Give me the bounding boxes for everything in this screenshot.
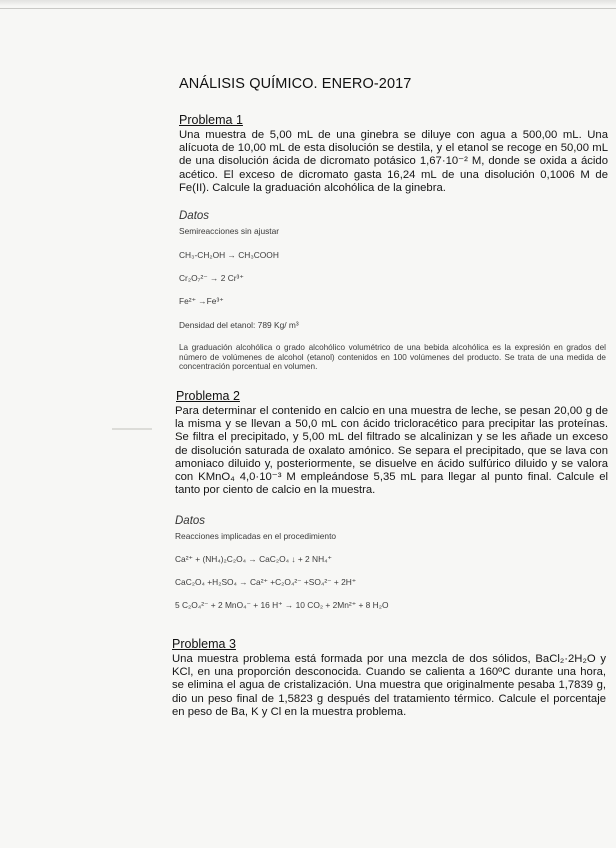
problem-1-reaction-3: Fe²⁺ →Fe³⁺ bbox=[179, 296, 224, 306]
scan-mark bbox=[112, 428, 152, 430]
problem-3-heading: Problema 3 bbox=[172, 637, 236, 651]
problem-1-note: La graduación alcohólica o grado alcohólico volumétrico de una bebida alcohólica es la expresión en grados del número de volúmenes de alcohol (etanol) contenidos en 100 volúmenes del producto. Se trata de una medida de concentración porcentual en volumen. bbox=[179, 343, 606, 372]
problem-2-heading: Problema 2 bbox=[176, 389, 240, 403]
problem-1-datos-sub: Semireacciones sin ajustar bbox=[179, 226, 280, 236]
problem-2-text: Para determinar el contenido en calcio en una muestra de leche, se pesan 20,00 g de la misma y se llevan a 50,0 mL con ácido tricloracético para precipitar las proteínas. Se filtra el precipitado, y 5,00 mL del filtrado se alcalinizan y se les añade un exceso de disolución saturada de oxalato amónico. Se separa el precipitado, que se lava con amoniaco diluido y, posteriormente, se disuelve en ácido sulfúrico diluido y se valora con KMnO₄ 4,0·10⁻³ M empleándose 5,35 mL para llegar al punto final. Calcule el tanto por ciento de calcio en la muestra. bbox=[175, 405, 608, 497]
problem-1-text: Una muestra de 5,00 mL de una ginebra se diluye con agua a 500,00 mL. Una alícuota de 10,00 mL de esta disolución se destila, y el etanol se recoge en 50,00 mL de una disolución ácida de dicromato potásico 1,67·10⁻² M, donde se oxida a ácido acético. El exceso de dicromato gasta 16,24 mL de una disolución 0,1006 M de Fe(II). Calcule la graduación alcohólica de la ginebra. bbox=[179, 129, 608, 194]
problem-2-datos-sub: Reacciones implicadas en el procedimiento bbox=[175, 531, 337, 541]
scan-line bbox=[0, 8, 616, 9]
problem-1-heading: Problema 1 bbox=[179, 113, 243, 127]
problem-1-density: Densidad del etanol: 789 Kg/ m³ bbox=[179, 320, 299, 330]
page-title: ANÁLISIS QUÍMICO. ENERO-2017 bbox=[179, 76, 412, 92]
problem-2-reaction-2: CaC₂O₄ +H₂SO₄ → Ca²⁺ +C₂O₄²⁻ +SO₄²⁻ + 2H⁺ bbox=[175, 577, 357, 587]
problem-2-reaction-3: 5 C₂O₄²⁻ + 2 MnO₄⁻ + 16 H⁺ → 10 CO₂ + 2Mn²⁺ + 8 H₂O bbox=[175, 600, 389, 610]
problem-1-reaction-2: Cr₂O₇²⁻ → 2 Cr³⁺ bbox=[179, 273, 244, 283]
problem-1-reaction-1: CH₃-CH₂OH → CH₃COOH bbox=[179, 250, 279, 260]
problem-3-text: Una muestra problema está formada por una mezcla de dos sólidos, BaCl₂·2H₂O y KCl, en una proporción desconocida. Cuando se calienta a 160ºC durante una hora, se elimina el agua de cristalización. Una muestra que originalmente pesaba 1,7839 g, dio un peso final de 1,5823 g después del tratamiento térmico. Calcule el porcentaje en peso de Ba, K y Cl en la muestra problema. bbox=[172, 653, 606, 718]
problem-1-datos-label: Datos bbox=[179, 210, 210, 222]
scan-edge bbox=[0, 0, 616, 6]
problem-2-reaction-1: Ca²⁺ + (NH₄)₂C₂O₄ → CaC₂O₄ ↓ + 2 NH₄⁺ bbox=[175, 554, 332, 564]
problem-2-datos-label: Datos bbox=[175, 515, 206, 527]
